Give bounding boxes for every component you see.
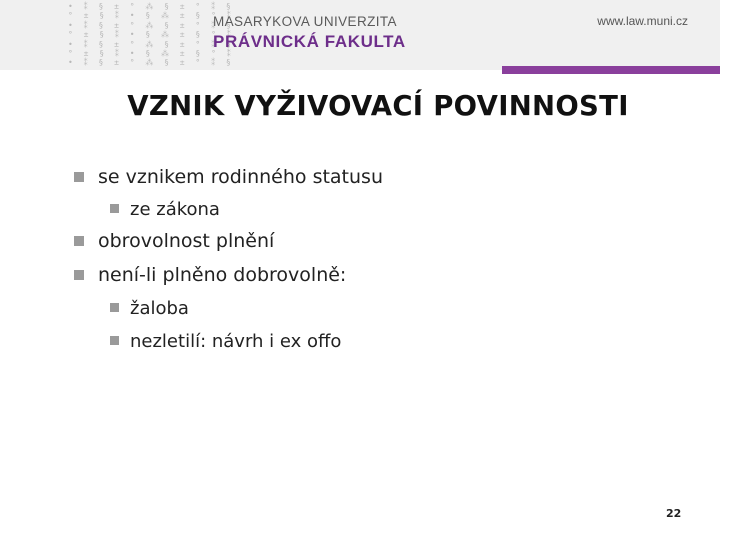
square-bullet-icon (74, 236, 84, 246)
sub-bullet-item (130, 298, 189, 319)
bullet-text: nezletilí: návrh i ex offo (130, 331, 342, 352)
bullet-item (98, 166, 383, 188)
square-bullet-icon (74, 270, 84, 280)
square-bullet-icon (110, 204, 119, 213)
bullet-text: žaloba (130, 298, 189, 319)
slide-title: VZNIK VYŽIVOVACÍ POVINNOSTI (127, 90, 629, 122)
bullet-text: obrovolnost plnění (98, 230, 275, 252)
bullet-item (98, 230, 274, 252)
university-name: MASARYKOVA UNIVERZITA (213, 14, 397, 29)
site-url[interactable]: www.law.muni.cz (597, 14, 688, 28)
logo-pattern: • ⁑ § ± ° ⁂ § ± ° ± § ⁑ • § ⁂ ± • ⁑ § ± ° ⁂ § ± ° ± § ⁑ • § ⁂ ± • ⁑ § ± ° ⁂ § ± ° ± § ⁑ • § ⁂ ± • ⁑ § ± ° ⁂ § ± (68, 2, 188, 68)
square-bullet-icon (110, 336, 119, 345)
bullet-text: není-li plněno dobrovolně: (98, 264, 347, 286)
sub-bullet-item (130, 199, 220, 220)
bullet-text: se vznikem rodinného statusu (98, 166, 383, 188)
sub-bullet-item (130, 331, 341, 352)
page-number: 22 (666, 507, 682, 520)
square-bullet-icon (74, 172, 84, 182)
accent-bar (502, 66, 720, 74)
bullet-item (98, 264, 346, 286)
bullet-text: ze zákona (130, 199, 220, 220)
square-bullet-icon (110, 303, 119, 312)
faculty-name: PRÁVNICKÁ FAKULTA (213, 32, 406, 51)
